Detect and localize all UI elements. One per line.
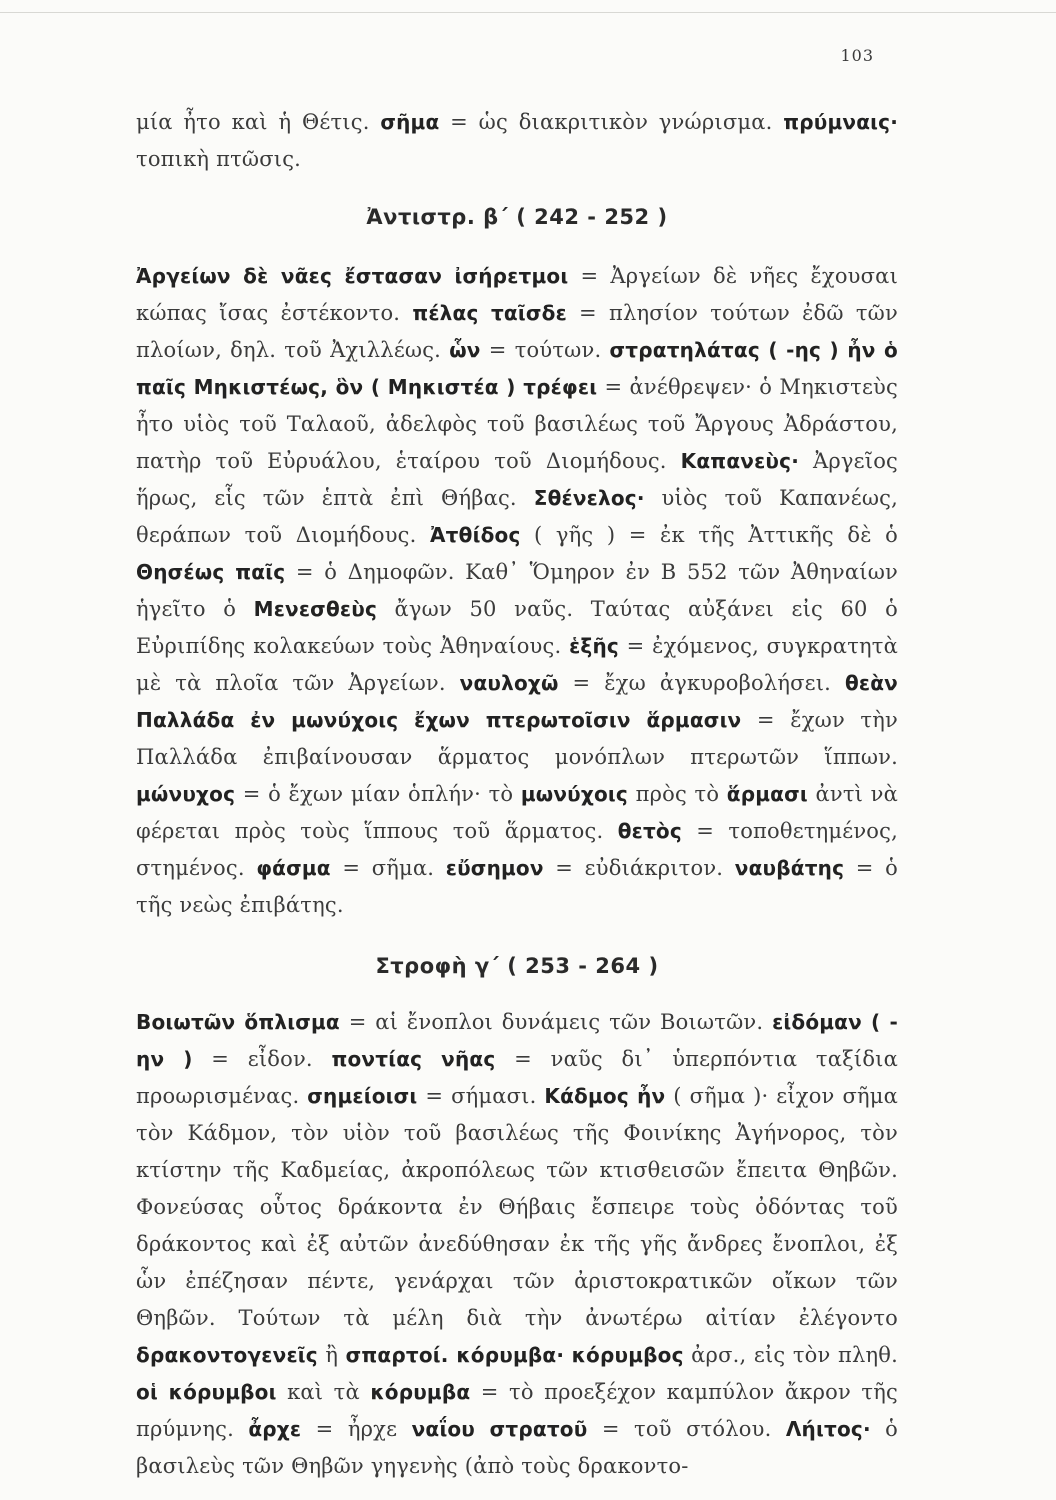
gloss-text: = ἐχόμενος, συγκρατητὰ μὲ τὰ πλοῖα τῶν Ἀργείων. — [136, 634, 898, 695]
gloss-text: = εὐδιάκριτον. — [543, 856, 735, 880]
gloss-text: = ἦρχε — [301, 1417, 412, 1441]
antistrophe-paragraph — [136, 258, 898, 924]
lemma-term: σημείοισι — [307, 1084, 418, 1108]
lemma-term: θετὸς — [617, 819, 682, 843]
lemma-term: μώνυχος — [136, 782, 236, 806]
gloss-text: = ἀνέθρεψεν· ὁ Μηκιστεὺς ἦτο υἱὸς τοῦ Ταλαοῦ, ἀδελφὸς τοῦ βασιλέως τοῦ Ἄργους Ἀδράστου, πατὴρ τοῦ Εὐρυάλου, ἑταίρου τοῦ Διομήδους. — [136, 375, 898, 473]
gloss-text: = πλησίον τούτων ἐδῶ τῶν πλοίων, δηλ. τοῦ Ἀχιλλέως. — [136, 301, 898, 362]
gloss-text: = τοῦ στόλου. — [587, 1417, 786, 1441]
lemma-term: στρατηλάτας ( -ης ) ἦν ὁ παῖς Μηκιστέως, ὃν ( Μηκιστέα ) τρέφει — [136, 338, 898, 399]
gloss-text: = ὁ ἔχων μίαν ὁπλήν· τὸ — [235, 782, 521, 806]
lemma-term: ναυλοχῶ — [459, 671, 559, 695]
gloss-text: = Ἀργείων δὲ νῆες ἔχουσαι κώπας ἴσας ἐστέκοντο. — [136, 264, 898, 325]
lemma-term: Ἀτθίδος — [430, 523, 521, 547]
lemma-term: σπαρτοί. κόρυμβα· — [345, 1343, 565, 1367]
gloss-text: = ὁ τῆς νεὼς ἐπιβάτης. — [136, 856, 899, 917]
gloss-text: = τοποθετημένος, στημένος. — [136, 819, 898, 880]
lemma-term: σῆμα — [380, 110, 440, 134]
gloss-text: = ναῦς δι᾿ ὑπερπόντια ταξίδια προωρισμένας. — [136, 1047, 898, 1108]
gloss-text: = ἔχω ἀγκυροβολήσει. — [558, 671, 845, 695]
lemma-term: κόρυμβος — [571, 1343, 684, 1367]
lemma-term: ναΐου στρατοῦ — [411, 1417, 588, 1441]
lemma-term: ποντίας νῆας — [331, 1047, 496, 1071]
lemma-term: θεὰν Παλλάδα ἐν μωνύχοις ἔχων πτερωτοῖσιν ἅρμασιν — [136, 671, 898, 732]
gloss-text: ὁ βασιλεὺς τῶν Θηβῶν γηγενὴς (ἀπὸ τοὺς δρακοντο- — [136, 1417, 898, 1478]
lemma-term: Μενεσθεὺς — [253, 597, 377, 621]
page-body — [136, 104, 898, 1485]
lemma-term: φάσμα — [256, 856, 331, 880]
gloss-text: πρὸς τὸ — [627, 782, 727, 806]
intro-paragraph — [136, 104, 898, 178]
lemma-term: Λήιτος· — [785, 1417, 871, 1441]
lemma-term: εὔσημον — [445, 856, 544, 880]
lemma-term: ἆρχε — [248, 1417, 302, 1441]
lemma-term: κόρυμβα — [370, 1380, 471, 1404]
gloss-text: = σήμασι. — [417, 1084, 545, 1108]
lemma-term: Κάδμος ἦν — [544, 1084, 666, 1108]
lemma-term: ὧν — [449, 338, 481, 362]
lemma-term: εἰδόμαν ( -ην ) — [136, 1010, 898, 1071]
gloss-text: τοπικὴ πτῶσις. — [136, 147, 302, 171]
top-rule — [0, 12, 1056, 13]
page-number: 103 — [840, 46, 874, 65]
lemma-term: ἑξῆς — [569, 634, 619, 658]
strophe-heading: Στροφὴ γ΄ ( 253 - 264 ) — [375, 954, 659, 978]
gloss-text: ἀντὶ νὰ φέρεται πρὸς τοὺς ἵππους τοῦ ἅρματος. — [136, 782, 899, 843]
gloss-text: = σῆμα. — [330, 856, 446, 880]
gloss-text: = ἔχων τὴν Παλλάδα ἐπιβαίνουσαν ἅρματος μονόπλων πτερωτῶν ἵππων. — [136, 708, 899, 769]
lemma-term: ἅρμασι — [726, 782, 808, 806]
strophe-paragraph — [136, 1004, 898, 1485]
lemma-term: πρύμναις· — [783, 110, 898, 134]
lemma-term: δρακοντογενεῖς — [136, 1343, 318, 1367]
lemma-term: Θησέως παῖς — [136, 560, 286, 584]
lemma-term: ναυβάτης — [734, 856, 845, 880]
gloss-text: = τὸ προεξέχον καμπύλον ἄκρον τῆς πρύμνης. — [136, 1380, 898, 1441]
gloss-text: = εἶδον. — [192, 1047, 332, 1071]
gloss-text — [564, 1343, 572, 1367]
gloss-text: ἢ — [317, 1343, 346, 1367]
antistrophe-heading: Ἀντιστρ. β΄ ( 242 - 252 ) — [366, 205, 668, 229]
gloss-text: = τούτων. — [480, 338, 610, 362]
lemma-term: οἱ κόρυμβοι — [136, 1380, 277, 1404]
gloss-text: καὶ τὰ — [276, 1380, 371, 1404]
gloss-text: = ὡς διακριτικὸν γνώρισμα. — [439, 110, 784, 134]
gloss-text: ἀρσ., εἰς τὸν πληθ. — [683, 1343, 898, 1367]
lemma-term: Βοιωτῶν ὅπλισμα — [136, 1010, 340, 1034]
lemma-term: Σθένελος· — [533, 486, 645, 510]
lemma-term: μωνύχοις — [520, 782, 628, 806]
lemma-term: Καπανεὺς· — [680, 449, 799, 473]
lemma-term: πέλας ταῖσδε — [412, 301, 567, 325]
gloss-text: = ὁ Δημοφῶν. Καθ᾿ Ὅμηρον ἐν Β 552 τῶν Ἀθηναίων ἡγεῖτο ὁ — [136, 560, 898, 621]
gloss-text: μία ἦτο καὶ ἡ Θέτις. — [136, 110, 381, 134]
gloss-text: υἱὸς τοῦ Καπανέως, θεράπων τοῦ Διομήδους. — [136, 486, 898, 547]
gloss-text: ( σῆμα )· εἶχον σῆμα τὸν Κάδμον, τὸν υἱὸν τοῦ βασιλέως τῆς Φοινίκης Ἀγήνορος, τὸν κτίστην τῆς Καδμείας, ἀκροπόλεως τῶν κτισθεισῶν ἔπειτα Θηβῶν. Φονεύσας οὗτος δράκοντα ἐν Θήβαις ἔσπειρε τοὺς ὀδόντας τοῦ δράκοντος καὶ ἐξ αὐτῶν ἀνεδύθησαν ἐκ τῆς γῆς ἄνδρες ἔνοπλοι, ἐξ ὧν ἐπέζησαν πέντε, γενάρχαι τῶν ἀριστοκρατικῶν οἴκων τῶν Θηβῶν. Τούτων τὰ μέλη διὰ τὴν ἀνωτέρω αἰτίαν ἐλέγοντο — [136, 1084, 898, 1330]
gloss-text: = αἱ ἔνοπλοι δυνάμεις τῶν Βοιωτῶν. — [339, 1010, 773, 1034]
gloss-text: ( γῆς ) = ἐκ τῆς Ἀττικῆς δὲ ὁ — [520, 523, 898, 547]
lemma-term: Ἀργείων δὲ νᾶες ἔστασαν ἰσήρετμοι — [136, 264, 569, 288]
gloss-text: ἄγων 50 ναῦς. Ταύτας αὐξάνει εἰς 60 ὁ Εὐριπίδης κολακεύων τοὺς Ἀθηναίους. — [136, 597, 898, 658]
gloss-text: Ἀργεῖος ἥρως, εἷς τῶν ἑπτὰ ἐπὶ Θήβας. — [136, 449, 898, 510]
